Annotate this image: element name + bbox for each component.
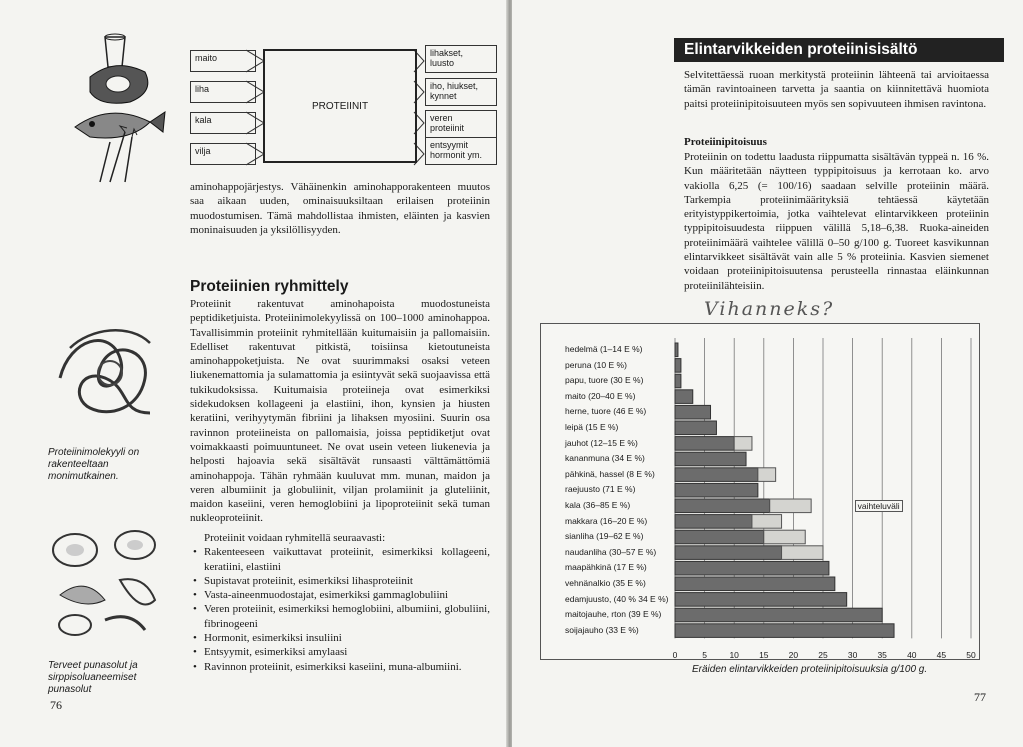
chart-bar — [675, 374, 681, 388]
source-label: maito — [195, 53, 218, 63]
cells-caption: Terveet punasolut ja sirppisoluaneemiset punasolut — [48, 660, 138, 695]
chart-bar — [675, 515, 752, 529]
page-number-left: 76 — [50, 698, 62, 712]
category-label: soijajauho (33 E %) — [565, 624, 639, 635]
chart-range-bar — [764, 530, 805, 544]
chart-bar — [675, 577, 835, 591]
category-label: makkara (16–20 E %) — [565, 515, 648, 526]
chart-range-bar — [752, 515, 782, 529]
use-label: lihakset, luusto — [430, 48, 464, 68]
x-tick-label: 10 — [729, 650, 739, 661]
chart-bar — [675, 437, 734, 451]
page-number-right: 77 — [974, 690, 986, 704]
bullet-item: • Entsyymit, esimerkiksi amylaasi — [204, 645, 490, 659]
chart-caption: Eräiden elintarvikkeiden proteiinipitoisuuksia g/100 g. — [692, 664, 928, 675]
category-label: maitojauhe, rton (39 E %) — [565, 609, 662, 620]
diagram-center-label: PROTEIINIT — [311, 100, 369, 112]
chart-bar — [675, 452, 746, 466]
use-label: entsyymit hormonit ym. — [430, 140, 483, 160]
chart-range-bar — [734, 437, 752, 451]
bullet-item: • Hormonit, esimerkiksi insuliini — [204, 631, 490, 645]
function-list — [190, 531, 490, 674]
category-label: pähkinä, hassel (8 E %) — [565, 468, 655, 479]
category-label: edamjuusto, (40 % 34 E %) — [565, 593, 669, 604]
category-label: raejuusto (71 E %) — [565, 484, 636, 495]
chart-bar — [675, 405, 711, 419]
diagram-center — [263, 49, 417, 163]
category-label: sianliha (19–62 E %) — [565, 531, 644, 542]
heading-banner — [674, 38, 1004, 62]
chart-range-bar — [758, 468, 776, 482]
use-box — [425, 78, 497, 106]
x-tick-label: 45 — [936, 650, 947, 661]
chart-bar — [675, 468, 758, 482]
chart-bar — [675, 546, 782, 560]
chart-bar — [675, 483, 758, 497]
handwritten-note: Vihanneks? — [704, 298, 835, 320]
range-legend-label: vaihteluväli — [855, 500, 903, 512]
food-illustration — [70, 32, 180, 187]
use-label: veren proteiinit — [430, 113, 465, 133]
x-tick-label: 50 — [966, 650, 976, 661]
category-label: peruna (10 E %) — [565, 359, 627, 370]
right-sub-paragraph: Proteiinin on todettu laadusta riippumatta sisältävän typpeä n. 16 %. Kun määritetään näytteen typpipitoisuus ja kerrotaan ko. arvo vakiolla 6,25 (= 100/16) saadaan selville proteiinin määrä. Tarkempia proteiinimäärityksiä tehtäessä käytetään erityistyppikertoimia, jotka vaihtelevat elintarvikkeen proteiinin typpipitoisuudesta riippuen välillä 5,18–6,38. Ruoka-aineiden proteiinimäärä vaihtelee välillä 0–50 g/100 g. Tuoreet kasvikunnan elintarvikkeet sisältävät vain alle 5 % proteiinia. Kasvien siemenet voidaan proteiinipitoisuutensa perusteella rinnastaa eläinkunnan proteiinilähteisiin. — [684, 151, 989, 292]
category-label: maapähkinä (17 E %) — [565, 562, 647, 573]
molecule-caption: Proteiinimolekyyli on rakenteeltaan monimutkainen. — [48, 447, 140, 482]
x-tick-label: 5 — [702, 650, 707, 661]
category-label: herne, tuore (46 E %) — [565, 406, 647, 417]
chart-bar — [675, 499, 770, 513]
source-label: vilja — [195, 146, 211, 156]
intro-paragraph: aminohappojärjestys. Vähäinenkin aminohapporakenteen muutos saa aikaan uuden, ominaisuuksiltaan erilaisen proteiinin muodostumisen. Tämä mahdollistaa ihmisten, eläinten ja kasvien moninaisuuden ja yksilöllisyyden. — [190, 181, 490, 236]
x-tick-label: 20 — [788, 650, 799, 661]
bullet-item: • Ravinnon proteiinit, esimerkiksi kaseiini, muna-albumiini. — [204, 660, 490, 674]
section-paragraph: Proteiinit rakentuvat aminohapoista muodostuneista peptidiketjuista. Proteiinimolekyylissä on 100–1000 aminohappoa. Tavallisimmin proteiinit ryhmitellään kuitumaisiin ja pallomaisiin. Edelliset rakentuvat pitkistä, toisiinsa kietoutuneista aminohappoketjuista. Ne ovat suurimmaksi osaksi veteen liukenemattomia ja sulamattomia ja esiintyvät sekä suojaavissa että tukikudoksissa. Kuitumaisia proteiineja ovat esimerkiksi sidekudoksen kollageeni ja elastiini, ihon, kynsien ja hiusten keratiini, verihyytymän fibriini ja lihaksen myosiini. Suurin osa ravinnon proteiineista on pallomaisia, joissa peptidiketjut ovat voimakkaasti poimuuntuneet. Ne ovat usein veteen liukenevia ja helposti hajoavia sekä sisältävät runsaasti välttämättömiä aminohappoja. Tähän ryhmään kuuluvat mm. munan, maidon ja veren albumiinit ja globuliinit, viljan prolamiinit ja gluteliinit, maidon kaseiini, veren hemoglobiini ja lipoproteiinit sekä tuman nukleoproteiinit. — [190, 298, 490, 525]
left-page — [0, 0, 508, 747]
chart-bar — [675, 561, 829, 575]
bullet-item: • Rakenteeseen vaikuttavat proteiinit, esimerkiksi kollageeni, keratiini, elastiini — [204, 545, 490, 574]
category-label: kala (36–85 E %) — [565, 500, 631, 510]
category-label: jauhot (12–15 E %) — [565, 437, 638, 448]
bullet-item: • Supistavat proteiinit, esimerkiksi lihasproteiinit — [204, 574, 490, 588]
use-box — [425, 137, 497, 165]
category-label: hedelmä (1–14 E %) — [565, 344, 643, 354]
right-heading: Elintarvikkeiden proteiinisisältö — [684, 41, 918, 58]
bullet-item: • Veren proteiinit, esimerkiksi hemoglobiini, albumiini, globuliini, fibrinogeeni — [204, 602, 490, 631]
chart-bar — [675, 530, 764, 544]
chart-range-bar — [770, 499, 811, 513]
x-tick-label: 0 — [672, 650, 678, 661]
x-tick-label: 30 — [847, 650, 858, 661]
use-box — [425, 110, 497, 138]
chart-range-bar — [782, 546, 823, 560]
chart-bar — [675, 608, 882, 622]
x-tick-label: 35 — [877, 650, 887, 661]
chart-bar — [675, 593, 847, 607]
chart-bar — [675, 421, 716, 435]
right-intro-paragraph: Selvitettäessä ruoan merkitystä proteiinin lähteenä tai arvioitaessa tämän ravintoaineen tarvetta ja saantia on kiinnitettävä huomiota paitsi proteiinipitoisuuteen myös sen sopivuuteen ihmisen ravintona. — [684, 69, 989, 110]
protein-molecule-illustration — [50, 318, 170, 428]
category-label: papu, tuore (30 E %) — [565, 375, 644, 386]
red-blood-cells-illustration — [45, 520, 170, 640]
use-box — [425, 45, 497, 73]
chart-bar — [675, 343, 678, 357]
x-tick-label: 25 — [818, 650, 828, 661]
chart-bar — [675, 390, 693, 404]
category-label: maito (20–40 E %) — [565, 390, 636, 401]
x-tick-label: 15 — [759, 650, 769, 661]
use-label: iho, hiukset, kynnet — [430, 81, 479, 101]
function-list-intro: Proteiinit voidaan ryhmitellä seuraavasti: — [204, 532, 386, 544]
bullet-item: • Vasta-aineenmuodostajat, esimerkiksi gammaglobuliini — [204, 588, 490, 602]
section-heading: Proteiinien ryhmittely — [190, 278, 349, 295]
chart-bar — [675, 359, 681, 373]
source-label: liha — [195, 84, 210, 94]
category-label: vehnänalkio (35 E %) — [565, 578, 646, 588]
category-label: kananmuna (34 E %) — [565, 453, 645, 464]
right-subheading: Proteiinipitoisuus — [684, 136, 767, 148]
category-label: leipä (15 E %) — [565, 422, 619, 432]
protein-chart — [540, 323, 980, 660]
source-label: kala — [195, 115, 212, 125]
chart-bar — [675, 624, 894, 638]
x-tick-label: 40 — [907, 650, 917, 661]
category-label: naudanliha (30–57 E %) — [565, 546, 657, 557]
